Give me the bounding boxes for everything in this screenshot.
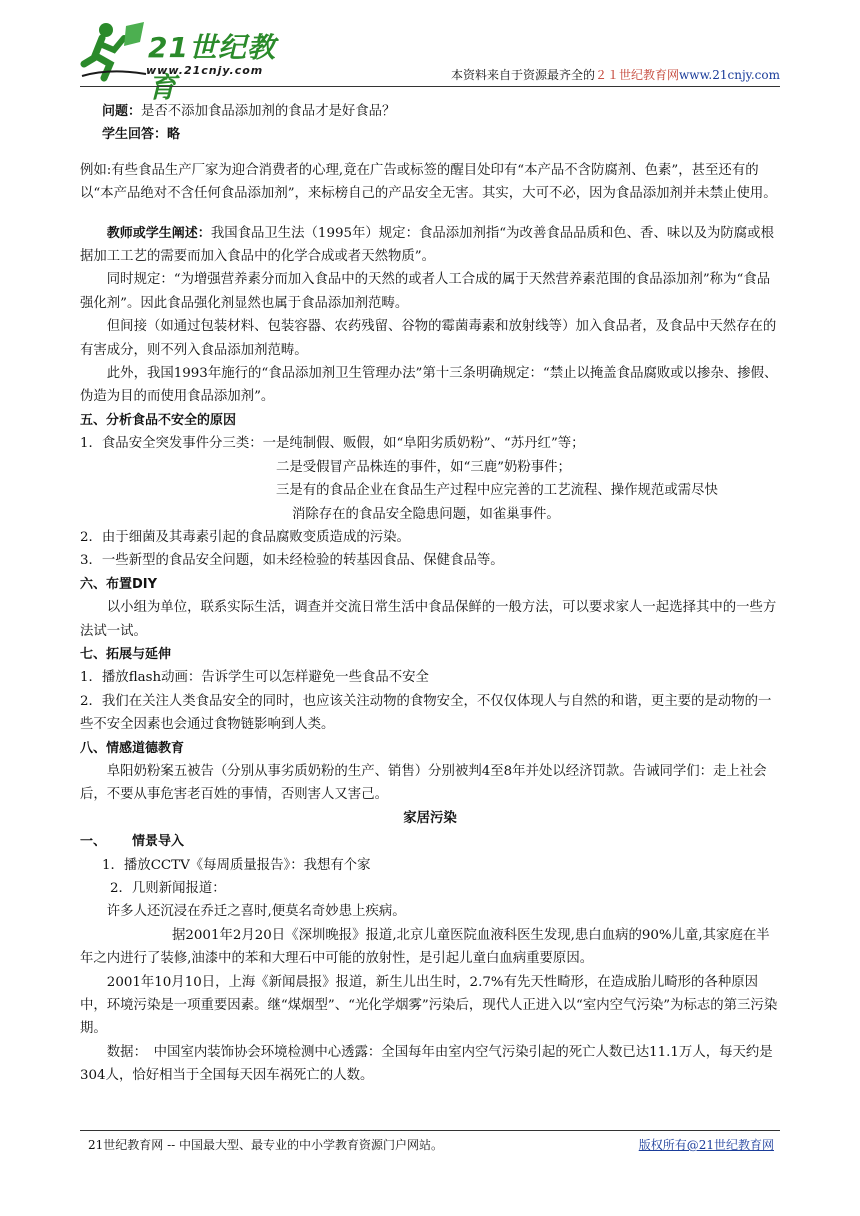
logo-url: www.21cnjy.com bbox=[146, 64, 264, 77]
news-intro: 许多人还沉浸在乔迁之喜时,便莫名奇妙患上疾病。 bbox=[106, 904, 406, 920]
teacher-paragraph bbox=[80, 222, 780, 269]
example-paragraph: 例如:有些食品生产厂家为迎合消费者的心理,竟在广告或标签的醒目处印有“本产品不含防腐剂、色素”，甚至还有的以“本产品绝对不含任何食品添加剂”，来标榜自己的产品安全无害。其实，大可不必，因为食品添加剂并未禁止使用。 bbox=[80, 162, 777, 202]
section-number: 一、 bbox=[80, 834, 107, 850]
header-note-highlight: ２１世纪教育网 bbox=[595, 68, 680, 82]
list-item: 1．食品安全突发事件分三类：一是纯制假、贩假，如“阜阳劣质奶粉”、“苏丹红”等； bbox=[80, 436, 585, 452]
data-paragraph: 数据： 中国室内装饰协会环境检测中心透露：全国每年由室内空气污染引起的死亡人数已达11.1万人，每天约是304人，恰好相当于全国每天因车祸死亡的人数。 bbox=[80, 1044, 773, 1084]
list-item: 2．我们在关注人类食品安全的同时，也应该关注动物的食物安全，不仅仅体现人与自然的和谐，更主要的是动物的一些不安全因素也会通过食物链影响到人类。 bbox=[80, 693, 772, 733]
list-item: 2．几则新闻报道： bbox=[110, 881, 226, 896]
list-item: 消除存在的食品安全隐患问题，如雀巢事件。 bbox=[292, 506, 560, 522]
news-paragraph-1 bbox=[80, 924, 780, 971]
section-heading-5: 五、分析食品不安全的原因 bbox=[80, 412, 237, 428]
page-header bbox=[80, 20, 780, 104]
section-heading-1 bbox=[80, 830, 780, 853]
news-paragraph-2: 2001年10月10日，上海《新闻晨报》报道，新生儿出生时，2.7%有先天性畸形，在造成胎儿畸形的各种原因中，环境污染是一项重要因素。继“煤烟型”、“光化学烟雾”污染后，现代人正进入以“室内空气污染”为标志的第三污染期。 bbox=[80, 974, 778, 1037]
besides-paragraph: 此外，我国1993年施行的“食品添加剂卫生管理办法”第十三条明确规定：“禁止以掩盖食品腐败或以掺杂、掺假、伪造为目的而使用食品添加剂”。 bbox=[80, 366, 778, 405]
footer-divider bbox=[80, 1130, 780, 1131]
teacher-text: 我国食品卫生法（1995年）规定：食品添加剂指“为改善食品品质和色、香、味以及为防腐或根据加工工艺的需要而加入食品中的化学合成或者天然物质”。 bbox=[80, 225, 774, 265]
question-line bbox=[80, 100, 780, 123]
section-title: 情景导入 bbox=[132, 834, 185, 850]
but-paragraph: 但间接（如通过包装材料、包装容器、农药残留、谷物的霉菌毒素和放射线等）加入食品者，及食品中天然存在的有害成分，则不列入食品添加剂范畴。 bbox=[80, 319, 777, 358]
logo-text: 21世纪教育 bbox=[148, 31, 276, 104]
list-item: 2．由于细菌及其毒素引起的食品腐败变质造成的污染。 bbox=[80, 529, 410, 545]
list-item: 1．播放CCTV《每周质量报告》：我想有个家 bbox=[102, 857, 371, 873]
runner-logo-icon bbox=[80, 20, 150, 82]
list-item: 3．一些新型的食品安全问题，如未经检验的转基因食品、保健食品等。 bbox=[80, 553, 504, 569]
teacher-label: 教师或学生阐述： bbox=[106, 225, 211, 241]
header-divider bbox=[80, 86, 780, 87]
site-logo bbox=[80, 20, 280, 104]
header-note-prefix: 本资料来自于资源最齐全的 bbox=[451, 68, 596, 82]
footer-text: 21世纪教育网 -- 中国最大型、最专业的中小学教育资源门户网站。 bbox=[88, 1138, 444, 1152]
moral-paragraph: 阜阳奶粉案五被告（分别从事劣质奶粉的生产、销售）分别被判4至8年并处以经济罚款。告诫同学们：走上社会后，不要从事危害老百姓的事情，否则害人又害己。 bbox=[80, 763, 767, 803]
section-heading-8: 八、情感道德教育 bbox=[80, 740, 185, 756]
question-text: 是否不添加食品添加剂的食品才是好食品？ bbox=[141, 104, 396, 119]
header-note bbox=[451, 66, 780, 83]
section-heading-6: 六、布置DIY bbox=[80, 576, 158, 592]
answer-line: 学生回答：略 bbox=[102, 127, 181, 143]
header-note-url[interactable]: www.21cnjy.com bbox=[679, 68, 780, 82]
question-label: 问题： bbox=[102, 104, 142, 119]
copyright-link[interactable]: 版权所有@21世纪教育网 bbox=[638, 1138, 774, 1152]
news-1-text: 据2001年2月20日《深圳晚报》报道,北京儿童医院血液科医生发现,患白血病的90%儿童,其家庭在半年之内进行了装修,油漆中的苯和大理石中可能的放射性，是引起儿童白血病重要原因。 bbox=[80, 927, 770, 967]
section-heading-7: 七、拓展与延伸 bbox=[80, 646, 172, 662]
lesson-title: 家居污染 bbox=[403, 809, 457, 826]
diy-paragraph: 以小组为单位，联系实际生活，调查并交流日常生活中食品保鲜的一般方法，可以要求家人一起选择其中的一些方法试一试。 bbox=[80, 600, 777, 639]
document-body bbox=[80, 100, 780, 1088]
list-item: 1．播放flash动画：告诉学生可以怎样避免一些食品不安全 bbox=[80, 670, 429, 686]
also-paragraph: 同时规定：“为增强营养素分而加入食品中的天然的或者人工合成的属于天然营养素范围的食品添加剂”称为“食品强化剂”。因此食品强化剂显然也属于食品添加剂范畴。 bbox=[80, 272, 771, 311]
list-item: 二是受假冒产品株连的事件，如“三鹿”奶粉事件； bbox=[276, 459, 571, 475]
list-item: 三是有的食品企业在食品生产过程中应完善的工艺流程、操作规范或需尽快 bbox=[276, 483, 718, 499]
